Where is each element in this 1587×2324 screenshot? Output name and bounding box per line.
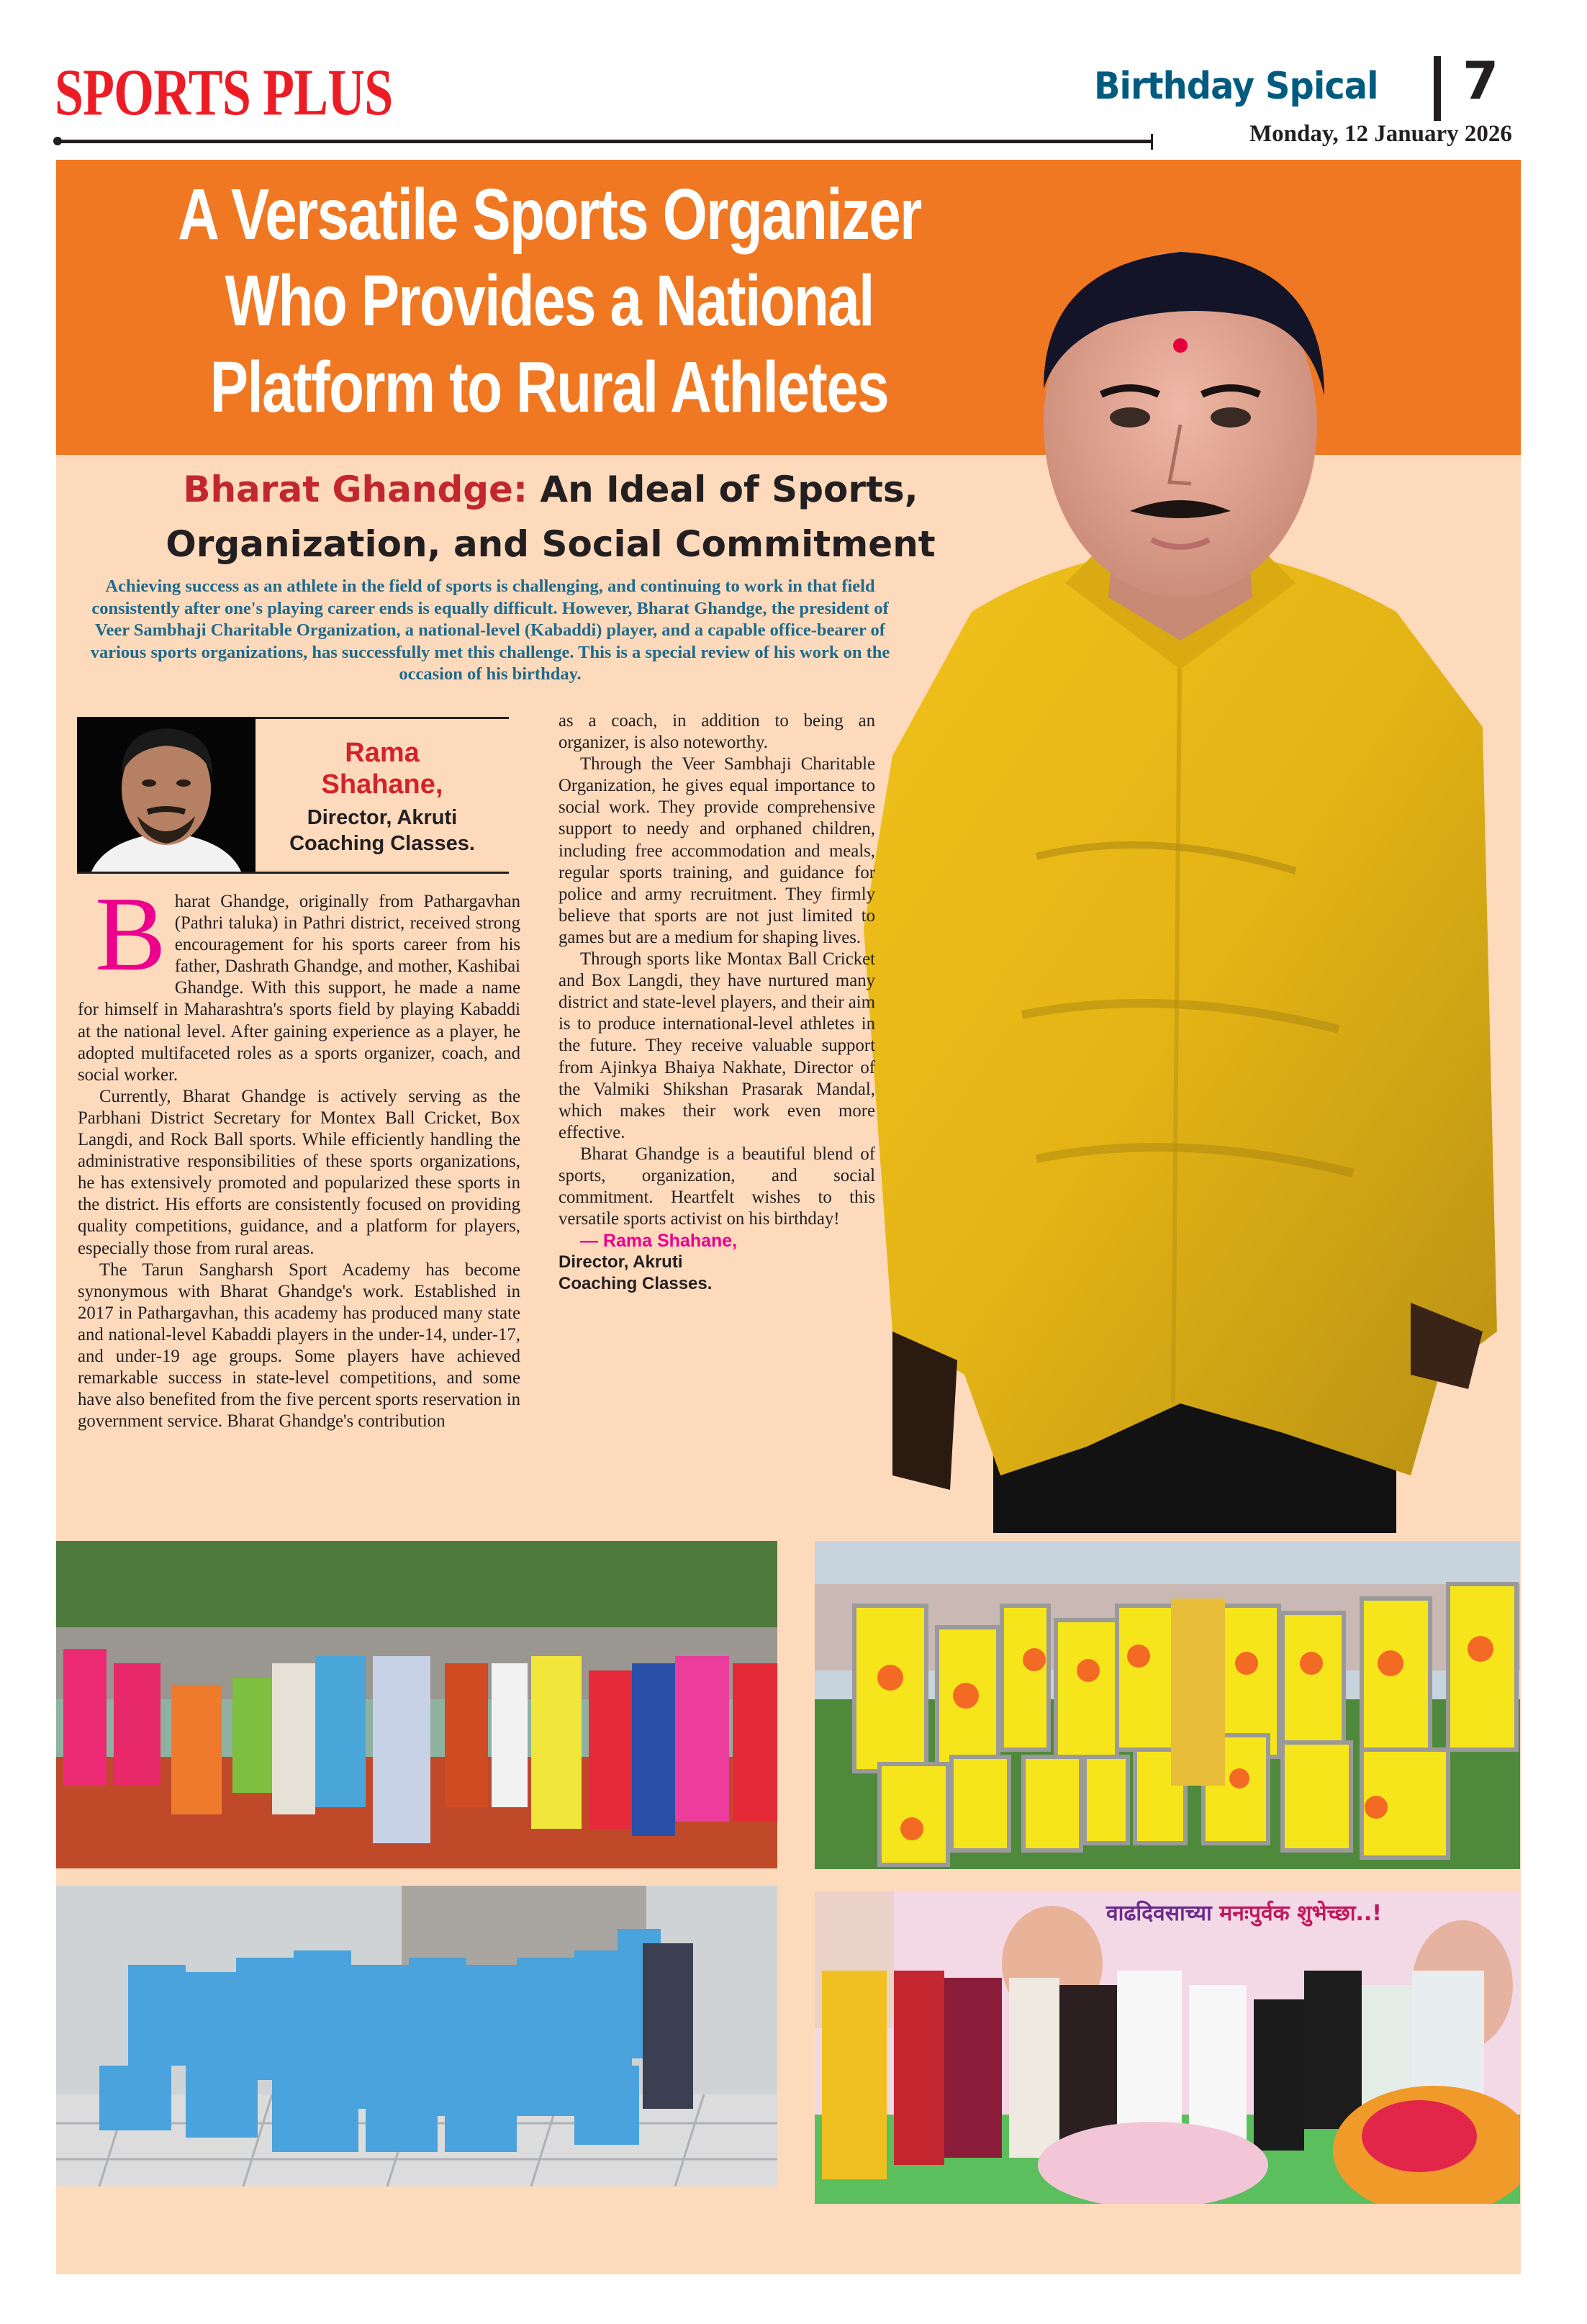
cricket-team-illustration [815, 1541, 1520, 1869]
article-paragraph: as a coach, in addition to being an organizer, is also noteworthy. [559, 711, 875, 753]
signature-title: Director, Akruti [559, 1252, 683, 1272]
article-paragraph [78, 875, 520, 1086]
section-divider [1434, 56, 1441, 121]
article-paragraph: The Tarun Sangharsh Sport Academy has become synonymous with Bharat Ghandge's work. Established in 2017 in Pathargavhan, this academy has produced many state and national-level Kabaddi players in the under-14, under-17, and under-19 age groups. Some players have achieved remarkable success in state-level competitions, and some have also benefited from the five percent sports reservation in government service. Bharat Ghandge's contribution [78, 1260, 520, 1432]
subhead-text-line2: Organization, and Social Commitment [166, 523, 936, 565]
author-box-rule [256, 717, 509, 719]
author-portrait-illustration [77, 717, 256, 872]
author-title-line: Director, Akruti [307, 806, 458, 829]
headline-line: Platform to Rural Athletes [209, 347, 889, 428]
photo-cricket-team [815, 1541, 1520, 1869]
intro-paragraph: Achieving success as an athlete in the field of sports is challenging, and continuing to work in that field consistently after one's playing career ends is equally difficult. However, Bharat Ghandge, the president of Veer Sambhaji Charitable Organization, a national-level (Kabaddi) player, and a capable office-bearer of various sports organizations, has successfully met this challenge. This is a special review of his work on the occasion of his birthday. [90, 577, 890, 684]
headline-line: Who Provides a National [225, 261, 874, 341]
hero-portrait [849, 209, 1511, 1533]
subhead-name: Bharat Ghandge: [183, 469, 528, 510]
issue-date: Monday, 12 January 2026 [1249, 121, 1512, 147]
article-column-2 [559, 710, 875, 1295]
author-photo [77, 717, 256, 872]
photo-felicitation-event [815, 1891, 1520, 2204]
academy-group-illustration [56, 1886, 777, 2187]
signature-name: — Rama Shahane, [580, 1231, 738, 1252]
kabaddi-team-illustration [56, 1541, 777, 1868]
photo-banner-text [1106, 1897, 1382, 1927]
headline-line: A Versatile Sports Organizer [177, 174, 921, 255]
felicitation-event-illustration [815, 1891, 1520, 2204]
article-paragraph: Through the Veer Sambhaji Charitable Organization, he gives equal importance to social work. They provide comprehensive support to needy and orphaned children, including free accommodation and meals, regular sports training, and guidance for police and army recruitment. They firmly believe that sports are not just limited to games but are a medium for shaping lives. [559, 754, 875, 947]
banner-text-part: वाढदिवसाच्या [1106, 1901, 1212, 1926]
author-last-name: Shahane, [321, 769, 443, 800]
banner-text-part: मनःपुर्वक शुभेच्छा..! [1219, 1901, 1382, 1926]
article-paragraph: Through sports like Montax Ball Cricket and Box Langdi, they have nurtured many district and state-level players, and their aim is to produce international-level athletes in the future. They receive valuable support from Ajinkya Bhaiya Nakhate, Director of the Valmiki Shikshan Prasarak Mandal, which makes their work even more effective. [559, 949, 875, 1142]
subheadline [72, 462, 1029, 571]
photo-academy-group [56, 1886, 777, 2187]
author-name [256, 737, 509, 800]
article-paragraph: Bharat Ghandge is a beautiful blend of sports, organization, and social commitment. Heartfelt wishes to this versatile sports activist on his birthday! [559, 1144, 875, 1229]
author-title-line: Coaching Classes. [289, 832, 475, 855]
subhead-text: An Ideal of Sports, [527, 469, 918, 510]
photo-kabaddi-team [56, 1541, 777, 1868]
portrait-illustration [849, 209, 1511, 1533]
article-paragraph: Currently, Bharat Ghandge is actively serving as the Parbhani District Secretary for Montex Ball Cricket, Box Langdi, and Rock Ball sports. While efficiently handling the administrative responsibilities of these sports organizations, he has extensively promoted and popularized these sports in the district. His efforts are consistently focused on providing quality competitions, guidance, and a platform for players, especially those from rural areas. [78, 1086, 520, 1258]
article-column-1 [78, 875, 520, 1432]
paragraph-text: harat Ghandge, originally from Pathargavhan (Pathri taluka) in Pathri district, received strong encouragement for his sports career from his father, Dashrath Ghandge, and mother, Kashibai Ghandge. With this support, he made a name for himself in Maharashtra's sports field by playing Kabaddi at the national level. After gaining experience as a player, he adopted multifaceted roles as a sports organizer, coach, and social worker. [78, 892, 520, 1085]
page-number: 7 [1462, 50, 1499, 111]
drop-cap: B [95, 875, 166, 993]
author-first-name: Rama [345, 738, 420, 768]
author-box-rule [77, 872, 509, 874]
section-label: Birthday Spical [1094, 65, 1378, 108]
publication-title: SPORTS PLUS [55, 55, 393, 129]
masthead-divider [56, 140, 1152, 143]
signature-title: Coaching Classes. [559, 1274, 713, 1294]
author-title [256, 805, 509, 856]
